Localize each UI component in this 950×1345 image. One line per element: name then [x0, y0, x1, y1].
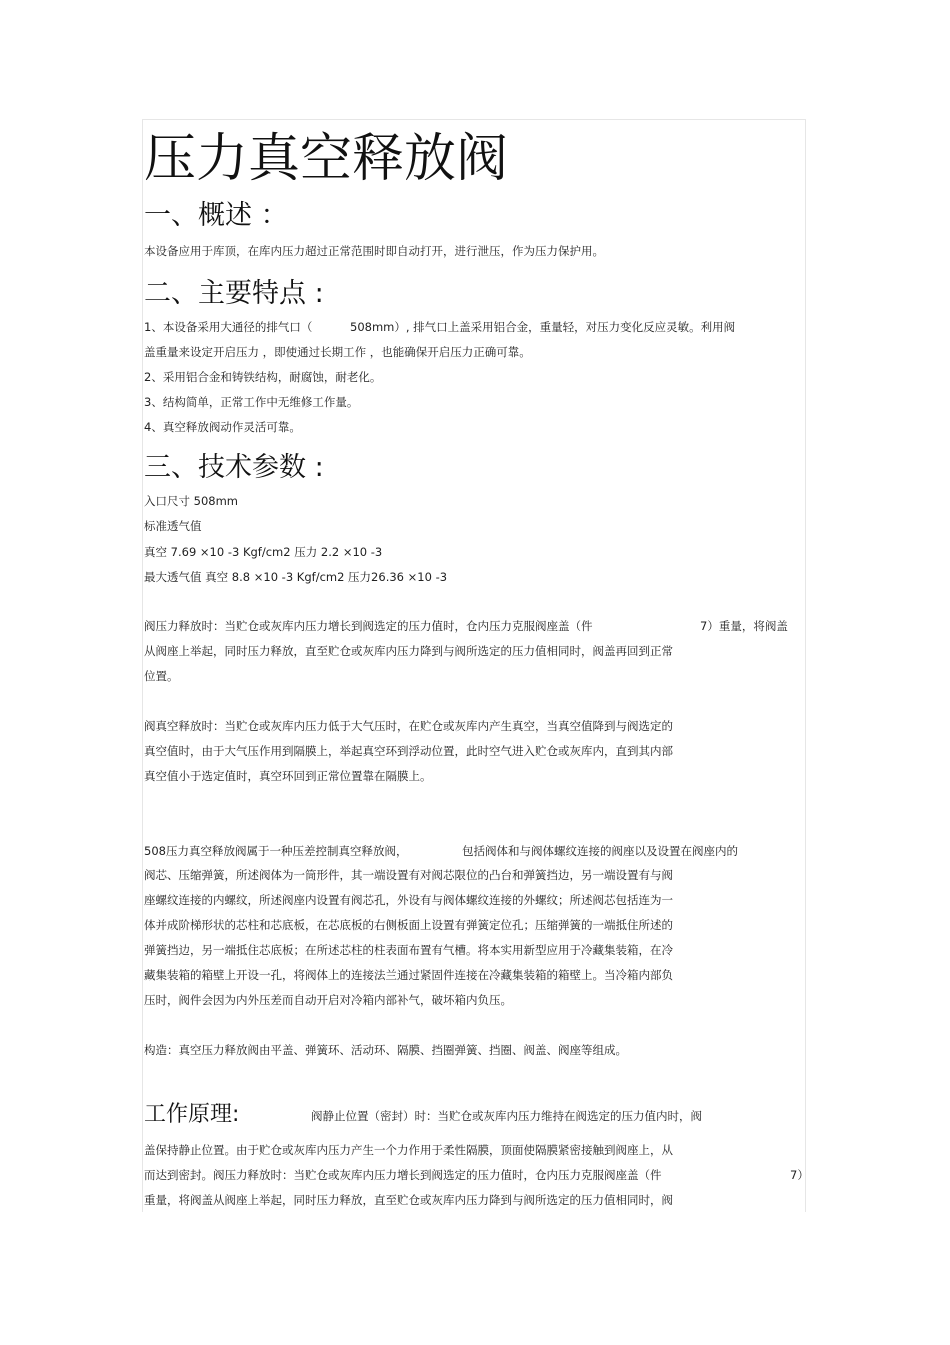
section-overview-heading: 一、概述 ：: [144, 200, 288, 231]
feature-line-1a: 1、本设备采用大通径的排气口（: [144, 320, 313, 334]
pressure-release-line-3: 位置。: [144, 669, 179, 683]
document-title: 压力真空释放阀: [144, 129, 509, 189]
feature-line-3: 2、采用铝合金和铸铁结构，耐腐蚀，耐老化。: [144, 370, 382, 384]
principle-line-1: 阀静止位置（密封）时：当贮仓或灰库内压力维持在阀选定的压力值内时，阀: [311, 1109, 702, 1123]
overview-text: 本设备应用于库顶，在库内压力超过正常范围时即自动打开，进行泄压，作为压力保护用。: [144, 244, 604, 258]
description-line-2: 阀芯、压缩弹簧，所述阀体为一筒形件，其一端设置有对阀芯限位的凸台和弹簧挡边，另一端设置有与阀: [144, 868, 673, 882]
feature-line-2: 盖重量来设定开启压力 ，即使通过长期工作 ，也能确保开启压力正确可靠。: [144, 345, 531, 359]
description-line-6: 藏集装箱的箱壁上开设一孔，将阀体上的连接法兰通过紧固件连接在冷藏集装箱的箱壁上。当冷箱内部负: [144, 968, 673, 982]
spec-inlet-size: 入口尺寸 508mm: [144, 494, 239, 508]
section-principle-heading: 工作原理:: [144, 1102, 240, 1127]
feature-line-5: 4、真空释放阀动作灵活可靠。: [144, 420, 301, 434]
feature-line-1b: 508mm）, 排气口上盖采用铝合金，重量轻，对压力变化反应灵敏。利用阀: [350, 320, 736, 334]
section-specs-heading: 三、技术参数 :: [144, 452, 324, 483]
description-line-1b: 包括阀体和与阀体螺纹连接的阀座以及设置在阀座内的: [462, 844, 738, 858]
principle-line-4: 重量，将阀盖从阀座上举起，同时压力释放，直至贮仓或灰库内压力降到与阀所选定的压力值相同时，阀: [144, 1193, 673, 1207]
construction-text: 构造：真空压力释放阀由平盖、弹簧环、活动环、隔膜、挡圈弹簧、挡圈、阀盖、阀座等组成。: [144, 1043, 627, 1057]
principle-line-3a: 而达到密封。阀压力释放时：当贮仓或灰库内压力增长到阀选定的压力值时，仓内压力克服阀座盖（件: [144, 1168, 662, 1182]
spec-max-values: 最大透气值 真空 8.8 ×10 -3 Kgf/cm2 压力26.36 ×10 -3: [144, 570, 448, 584]
pressure-release-line-1a: 阀压力释放时：当贮仓或灰库内压力增长到阀选定的压力值时，仓内压力克服阀座盖（件: [144, 619, 593, 633]
description-line-1a: 508压力真空释放阀属于一种压差控制真空释放阀，: [144, 844, 408, 858]
principle-line-3b: 7）: [790, 1168, 809, 1182]
spec-standard-label: 标准透气值: [144, 519, 202, 533]
principle-line-2: 盖保持静止位置。由于贮仓或灰库内压力产生一个力作用于柔性隔膜，顶面使隔膜紧密接触到阀座上，从: [144, 1143, 673, 1157]
description-line-7: 压时，阀件会因为内外压差而自动开启对冷箱内部补气，破坏箱内负压。: [144, 993, 512, 1007]
description-line-4: 体并成阶梯形状的芯柱和芯底板，在芯底板的右侧板面上设置有弹簧定位孔；压缩弹簧的一端抵住所述的: [144, 918, 673, 932]
vacuum-release-line-1: 阀真空释放时：当贮仓或灰库内压力低于大气压时，在贮仓或灰库内产生真空，当真空值降到与阀选定的: [144, 719, 673, 733]
description-line-3: 座螺纹连接的内螺纹，所述阀座内设置有阀芯孔，外设有与阀体螺纹连接的外螺纹；所述阀芯包括连为一: [144, 893, 673, 907]
feature-line-4: 3、结构简单，正常工作中无维修工作量。: [144, 395, 359, 409]
description-line-5: 弹簧挡边，另一端抵住芯底板；在所述芯柱的柱表面布置有气槽。将本实用新型应用于冷藏集装箱，在冷: [144, 943, 673, 957]
vacuum-release-line-3: 真空值小于选定值时，真空环回到正常位置靠在隔膜上。: [144, 769, 432, 783]
pressure-release-line-2: 从阀座上举起，同时压力释放，直至贮仓或灰库内压力降到与阀所选定的压力值相同时，阀盖再回到正常: [144, 644, 673, 658]
spec-standard-values: 真空 7.69 ×10 -3 Kgf/cm2 压力 2.2 ×10 -3: [144, 545, 383, 559]
section-features-heading: 二、主要特点 :: [144, 278, 324, 309]
vacuum-release-line-2: 真空值时，由于大气压作用到隔膜上，举起真空环到浮动位置，此时空气进入贮仓或灰库内，直到其内部: [144, 744, 673, 758]
pressure-release-line-1b: 7）重量，将阀盖: [700, 619, 788, 633]
